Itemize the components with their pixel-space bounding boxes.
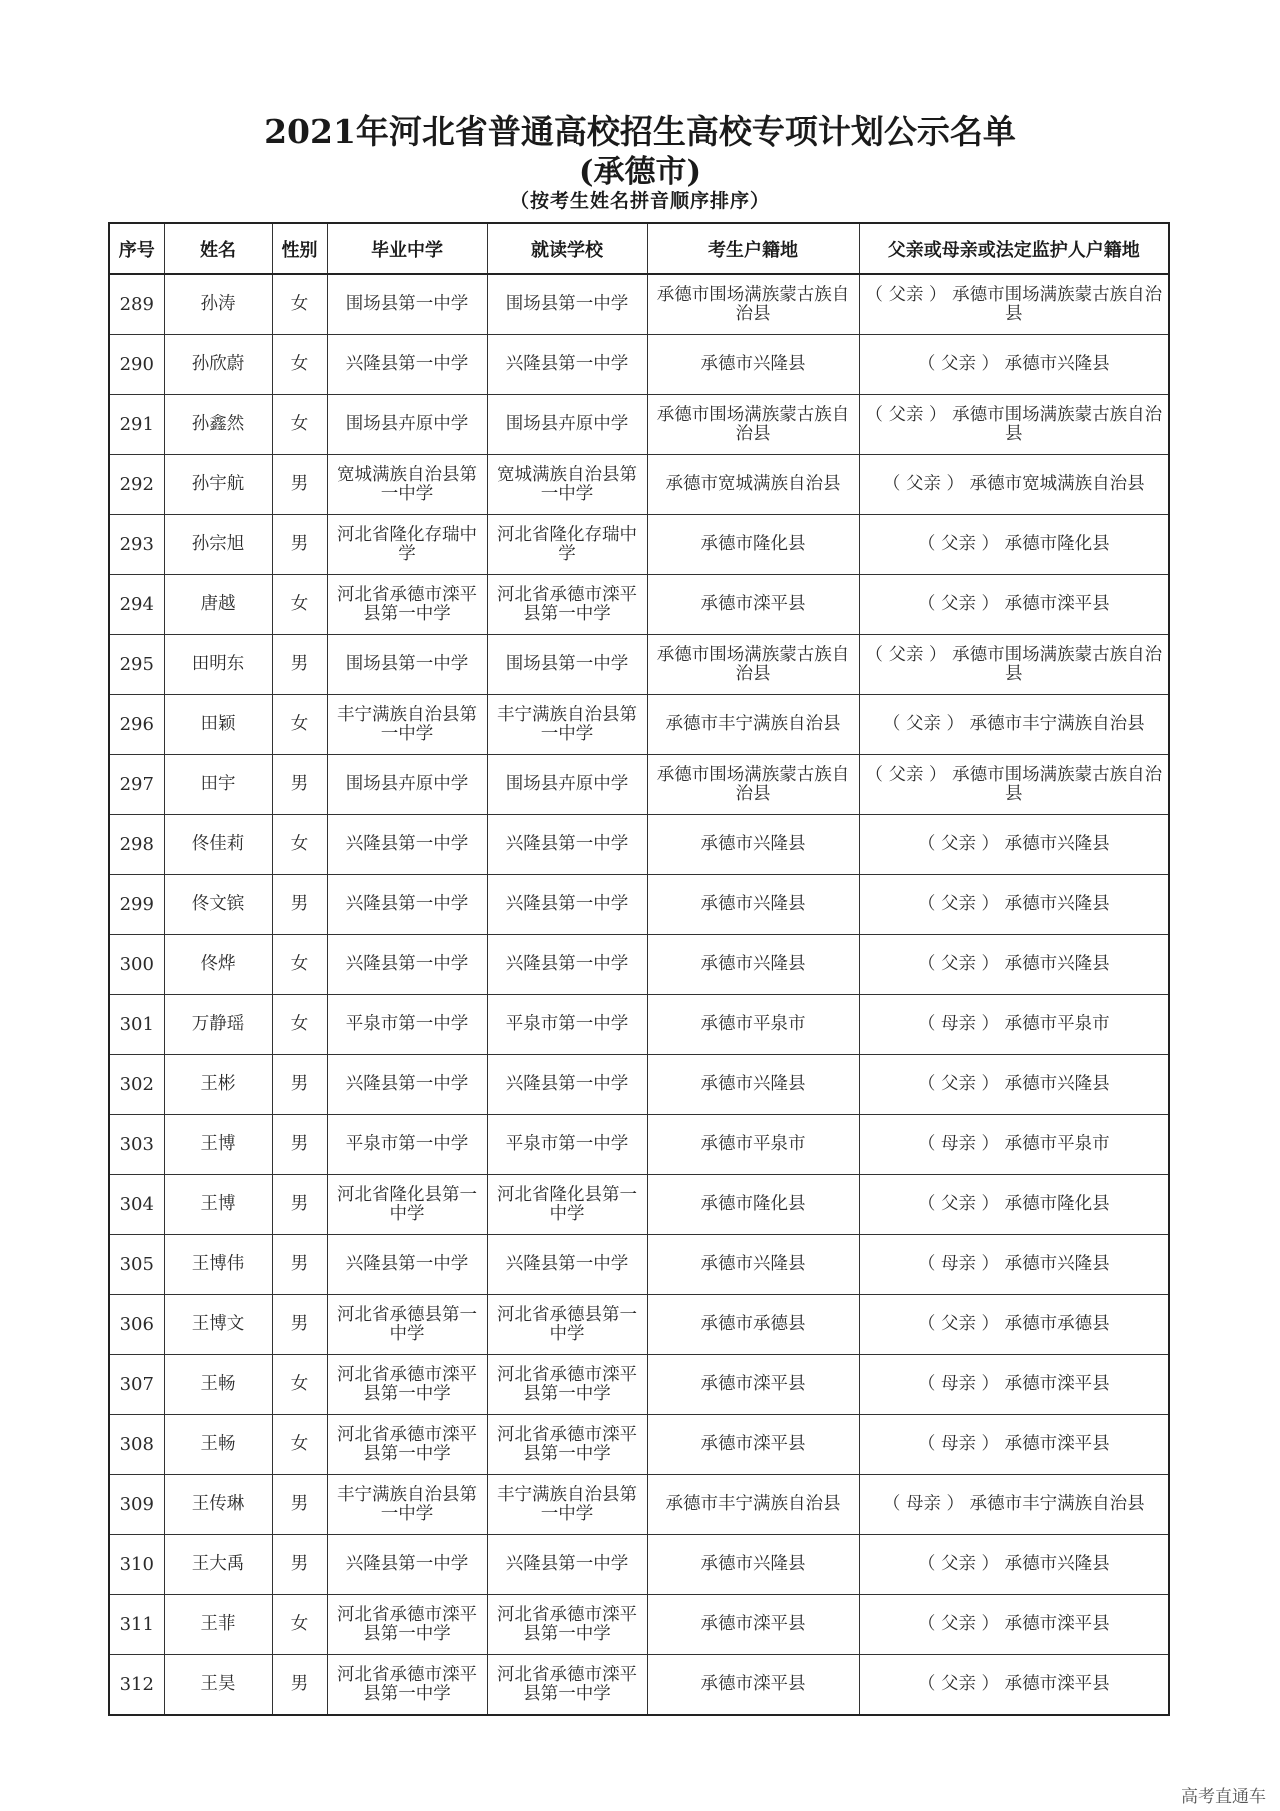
candidate-table — [108, 222, 1170, 1716]
cell-no: 303 — [109, 1115, 164, 1175]
cell-current-school: 丰宁满族自治县第一中学 — [487, 1475, 647, 1535]
table-row — [109, 1235, 1169, 1295]
cell-sex: 男 — [272, 1475, 327, 1535]
cell-name: 王大禹 — [164, 1535, 272, 1595]
cell-current-school: 围场县第一中学 — [487, 635, 647, 695]
cell-name: 唐越 — [164, 575, 272, 635]
cell-guardian-hukou: （ 父亲 ） 承德市围场满族蒙古族自治县 — [859, 635, 1169, 695]
cell-guardian-hukou: （ 母亲 ） 承德市兴隆县 — [859, 1235, 1169, 1295]
cell-hukou: 承德市丰宁满族自治县 — [647, 695, 859, 755]
cell-name: 王菲 — [164, 1595, 272, 1655]
cell-guardian-hukou: （ 父亲 ） 承德市围场满族蒙古族自治县 — [859, 274, 1169, 335]
table-row — [109, 455, 1169, 515]
cell-current-school: 兴隆县第一中学 — [487, 875, 647, 935]
table-row — [109, 755, 1169, 815]
cell-grad-school: 兴隆县第一中学 — [327, 1535, 487, 1595]
cell-name: 孙宇航 — [164, 455, 272, 515]
cell-no: 297 — [109, 755, 164, 815]
cell-no: 302 — [109, 1055, 164, 1115]
cell-grad-school: 兴隆县第一中学 — [327, 1055, 487, 1115]
cell-sex: 男 — [272, 875, 327, 935]
cell-current-school: 河北省承德市滦平县第一中学 — [487, 575, 647, 635]
cell-guardian-hukou: （ 父亲 ） 承德市兴隆县 — [859, 1055, 1169, 1115]
cell-no: 308 — [109, 1415, 164, 1475]
cell-no: 299 — [109, 875, 164, 935]
cell-name: 孙鑫然 — [164, 395, 272, 455]
cell-name: 孙欣蔚 — [164, 335, 272, 395]
cell-current-school: 围场县卉原中学 — [487, 755, 647, 815]
cell-name: 王博伟 — [164, 1235, 272, 1295]
cell-hukou: 承德市承德县 — [647, 1295, 859, 1355]
cell-name: 佟烨 — [164, 935, 272, 995]
cell-hukou: 承德市兴隆县 — [647, 875, 859, 935]
cell-sex: 女 — [272, 395, 327, 455]
cell-current-school: 河北省隆化县第一中学 — [487, 1175, 647, 1235]
table-row — [109, 1055, 1169, 1115]
cell-grad-school: 宽城满族自治县第一中学 — [327, 455, 487, 515]
cell-hukou: 承德市滦平县 — [647, 1355, 859, 1415]
cell-name: 孙涛 — [164, 274, 272, 335]
cell-sex: 女 — [272, 995, 327, 1055]
cell-no: 305 — [109, 1235, 164, 1295]
cell-grad-school: 河北省承德市滦平县第一中学 — [327, 1415, 487, 1475]
cell-sex: 男 — [272, 635, 327, 695]
cell-no: 290 — [109, 335, 164, 395]
cell-current-school: 兴隆县第一中学 — [487, 1055, 647, 1115]
cell-hukou: 承德市宽城满族自治县 — [647, 455, 859, 515]
cell-guardian-hukou: （ 母亲 ） 承德市滦平县 — [859, 1415, 1169, 1475]
cell-name: 王昊 — [164, 1655, 272, 1716]
cell-current-school: 平泉市第一中学 — [487, 995, 647, 1055]
cell-name: 王博 — [164, 1115, 272, 1175]
cell-guardian-hukou: （ 母亲 ） 承德市丰宁满族自治县 — [859, 1475, 1169, 1535]
cell-no: 300 — [109, 935, 164, 995]
cell-current-school: 河北省隆化存瑞中学 — [487, 515, 647, 575]
cell-grad-school: 围场县第一中学 — [327, 274, 487, 335]
cell-guardian-hukou: （ 父亲 ） 承德市滦平县 — [859, 575, 1169, 635]
cell-hukou: 承德市滦平县 — [647, 1415, 859, 1475]
table-row — [109, 875, 1169, 935]
cell-grad-school: 兴隆县第一中学 — [327, 935, 487, 995]
cell-current-school: 河北省承德市滦平县第一中学 — [487, 1355, 647, 1415]
cell-guardian-hukou: （ 父亲 ） 承德市围场满族蒙古族自治县 — [859, 755, 1169, 815]
cell-current-school: 兴隆县第一中学 — [487, 1535, 647, 1595]
cell-guardian-hukou: （ 父亲 ） 承德市兴隆县 — [859, 875, 1169, 935]
cell-guardian-hukou: （ 父亲 ） 承德市滦平县 — [859, 1655, 1169, 1716]
table-row — [109, 1355, 1169, 1415]
table-row — [109, 935, 1169, 995]
cell-sex: 男 — [272, 515, 327, 575]
cell-hukou: 承德市围场满族蒙古族自治县 — [647, 755, 859, 815]
cell-grad-school: 围场县卉原中学 — [327, 395, 487, 455]
cell-grad-school: 河北省隆化县第一中学 — [327, 1175, 487, 1235]
cell-sex: 男 — [272, 455, 327, 515]
cell-no: 310 — [109, 1535, 164, 1595]
cell-current-school: 丰宁满族自治县第一中学 — [487, 695, 647, 755]
table-row — [109, 1595, 1169, 1655]
cell-sex: 女 — [272, 935, 327, 995]
cell-guardian-hukou: （ 父亲 ） 承德市隆化县 — [859, 1175, 1169, 1235]
cell-hukou: 承德市兴隆县 — [647, 1535, 859, 1595]
cell-no: 311 — [109, 1595, 164, 1655]
cell-name: 田明东 — [164, 635, 272, 695]
header-hukou: 考生户籍地 — [647, 223, 859, 274]
cell-no: 312 — [109, 1655, 164, 1716]
watermark-text: 高考直通车 — [1181, 1787, 1266, 1807]
table-row — [109, 815, 1169, 875]
table-row — [109, 1295, 1169, 1355]
cell-guardian-hukou: （ 母亲 ） 承德市平泉市 — [859, 1115, 1169, 1175]
table-row — [109, 1475, 1169, 1535]
cell-grad-school: 河北省承德市滦平县第一中学 — [327, 1355, 487, 1415]
cell-grad-school: 兴隆县第一中学 — [327, 335, 487, 395]
cell-no: 293 — [109, 515, 164, 575]
cell-current-school: 宽城满族自治县第一中学 — [487, 455, 647, 515]
table-header-row — [109, 223, 1169, 274]
cell-current-school: 河北省承德市滦平县第一中学 — [487, 1595, 647, 1655]
table-row — [109, 1655, 1169, 1716]
table-row — [109, 515, 1169, 575]
cell-hukou: 承德市兴隆县 — [647, 815, 859, 875]
cell-sex: 男 — [272, 1235, 327, 1295]
cell-name: 孙宗旭 — [164, 515, 272, 575]
cell-guardian-hukou: （ 父亲 ） 承德市隆化县 — [859, 515, 1169, 575]
cell-hukou: 承德市平泉市 — [647, 1115, 859, 1175]
cell-guardian-hukou: （ 父亲 ） 承德市兴隆县 — [859, 815, 1169, 875]
cell-guardian-hukou: （ 父亲 ） 承德市承德县 — [859, 1295, 1169, 1355]
cell-guardian-hukou: （ 父亲 ） 承德市滦平县 — [859, 1595, 1169, 1655]
cell-sex: 男 — [272, 1115, 327, 1175]
cell-sex: 女 — [272, 335, 327, 395]
cell-grad-school: 围场县第一中学 — [327, 635, 487, 695]
header-sex: 性别 — [272, 223, 327, 274]
cell-grad-school: 围场县卉原中学 — [327, 755, 487, 815]
cell-current-school: 围场县第一中学 — [487, 274, 647, 335]
cell-sex: 女 — [272, 1355, 327, 1415]
cell-name: 王彬 — [164, 1055, 272, 1115]
cell-name: 王畅 — [164, 1355, 272, 1415]
cell-guardian-hukou: （ 父亲 ） 承德市丰宁满族自治县 — [859, 695, 1169, 755]
cell-grad-school: 河北省承德县第一中学 — [327, 1295, 487, 1355]
cell-sex: 女 — [272, 1595, 327, 1655]
sort-note: （按考生姓名拼音顺序排序） — [509, 190, 770, 212]
cell-sex: 男 — [272, 1655, 327, 1716]
cell-grad-school: 河北省承德市滦平县第一中学 — [327, 1595, 487, 1655]
cell-sex: 女 — [272, 695, 327, 755]
cell-hukou: 承德市丰宁满族自治县 — [647, 1475, 859, 1535]
cell-no: 301 — [109, 995, 164, 1055]
cell-name: 田颖 — [164, 695, 272, 755]
table-row — [109, 1115, 1169, 1175]
table-row — [109, 274, 1169, 335]
cell-name: 王传琳 — [164, 1475, 272, 1535]
cell-current-school: 兴隆县第一中学 — [487, 335, 647, 395]
cell-sex: 男 — [272, 1295, 327, 1355]
cell-no: 296 — [109, 695, 164, 755]
cell-grad-school: 丰宁满族自治县第一中学 — [327, 695, 487, 755]
cell-sex: 男 — [272, 1535, 327, 1595]
cell-no: 304 — [109, 1175, 164, 1235]
cell-hukou: 承德市兴隆县 — [647, 1055, 859, 1115]
cell-grad-school: 河北省承德市滦平县第一中学 — [327, 1655, 487, 1716]
cell-hukou: 承德市滦平县 — [647, 1595, 859, 1655]
cell-guardian-hukou: （ 母亲 ） 承德市平泉市 — [859, 995, 1169, 1055]
cell-grad-school: 平泉市第一中学 — [327, 995, 487, 1055]
cell-current-school: 兴隆县第一中学 — [487, 1235, 647, 1295]
cell-current-school: 兴隆县第一中学 — [487, 935, 647, 995]
cell-hukou: 承德市兴隆县 — [647, 935, 859, 995]
cell-hukou: 承德市平泉市 — [647, 995, 859, 1055]
cell-grad-school: 平泉市第一中学 — [327, 1115, 487, 1175]
cell-guardian-hukou: （ 父亲 ） 承德市兴隆县 — [859, 935, 1169, 995]
cell-grad-school: 河北省承德市滦平县第一中学 — [327, 575, 487, 635]
cell-current-school: 平泉市第一中学 — [487, 1115, 647, 1175]
cell-hukou: 承德市兴隆县 — [647, 335, 859, 395]
cell-current-school: 河北省承德县第一中学 — [487, 1295, 647, 1355]
table-row — [109, 1175, 1169, 1235]
cell-hukou: 承德市滦平县 — [647, 575, 859, 635]
cell-guardian-hukou: （ 父亲 ） 承德市兴隆县 — [859, 335, 1169, 395]
cell-no: 291 — [109, 395, 164, 455]
cell-hukou: 承德市围场满族蒙古族自治县 — [647, 635, 859, 695]
table-row — [109, 695, 1169, 755]
cell-name: 王畅 — [164, 1415, 272, 1475]
header-no: 序号 — [109, 223, 164, 274]
cell-name: 万静瑶 — [164, 995, 272, 1055]
cell-sex: 男 — [272, 755, 327, 815]
table-body — [109, 274, 1169, 1715]
cell-hukou: 承德市滦平县 — [647, 1655, 859, 1716]
cell-hukou: 承德市围场满族蒙古族自治县 — [647, 395, 859, 455]
cell-sex: 女 — [272, 1415, 327, 1475]
cell-guardian-hukou: （ 父亲 ） 承德市兴隆县 — [859, 1535, 1169, 1595]
cell-current-school: 河北省承德市滦平县第一中学 — [487, 1655, 647, 1716]
cell-name: 佟佳莉 — [164, 815, 272, 875]
table-row — [109, 335, 1169, 395]
cell-guardian-hukou: （ 父亲 ） 承德市围场满族蒙古族自治县 — [859, 395, 1169, 455]
cell-grad-school: 兴隆县第一中学 — [327, 1235, 487, 1295]
table-row — [109, 1535, 1169, 1595]
page-title: 2021年河北省普通高校招生高校专项计划公示名单 — [264, 112, 1016, 151]
cell-no: 289 — [109, 274, 164, 335]
cell-hukou: 承德市兴隆县 — [647, 1235, 859, 1295]
cell-no: 306 — [109, 1295, 164, 1355]
cell-hukou: 承德市隆化县 — [647, 515, 859, 575]
cell-grad-school: 兴隆县第一中学 — [327, 815, 487, 875]
cell-no: 307 — [109, 1355, 164, 1415]
cell-sex: 男 — [272, 1175, 327, 1235]
cell-current-school: 河北省承德市滦平县第一中学 — [487, 1415, 647, 1475]
cell-name: 王博 — [164, 1175, 272, 1235]
cell-grad-school: 丰宁满族自治县第一中学 — [327, 1475, 487, 1535]
header-guardian-hukou: 父亲或母亲或法定监护人户籍地 — [859, 223, 1169, 274]
cell-no: 298 — [109, 815, 164, 875]
header-current-school: 就读学校 — [487, 223, 647, 274]
cell-sex: 女 — [272, 274, 327, 335]
table-row — [109, 1415, 1169, 1475]
cell-grad-school: 河北省隆化存瑞中学 — [327, 515, 487, 575]
cell-no: 292 — [109, 455, 164, 515]
header-grad-school: 毕业中学 — [327, 223, 487, 274]
table-row — [109, 635, 1169, 695]
cell-guardian-hukou: （ 母亲 ） 承德市滦平县 — [859, 1355, 1169, 1415]
cell-sex: 女 — [272, 575, 327, 635]
cell-name: 田宇 — [164, 755, 272, 815]
cell-hukou: 承德市围场满族蒙古族自治县 — [647, 274, 859, 335]
table-row — [109, 395, 1169, 455]
table-row — [109, 995, 1169, 1055]
table-row — [109, 575, 1169, 635]
cell-current-school: 兴隆县第一中学 — [487, 815, 647, 875]
page-subtitle: (承德市) — [578, 154, 702, 190]
cell-no: 294 — [109, 575, 164, 635]
cell-current-school: 围场县卉原中学 — [487, 395, 647, 455]
cell-sex: 男 — [272, 1055, 327, 1115]
cell-sex: 女 — [272, 815, 327, 875]
cell-no: 309 — [109, 1475, 164, 1535]
cell-guardian-hukou: （ 父亲 ） 承德市宽城满族自治县 — [859, 455, 1169, 515]
header-name: 姓名 — [164, 223, 272, 274]
cell-hukou: 承德市隆化县 — [647, 1175, 859, 1235]
cell-name: 王博文 — [164, 1295, 272, 1355]
cell-no: 295 — [109, 635, 164, 695]
cell-grad-school: 兴隆县第一中学 — [327, 875, 487, 935]
cell-name: 佟文镔 — [164, 875, 272, 935]
